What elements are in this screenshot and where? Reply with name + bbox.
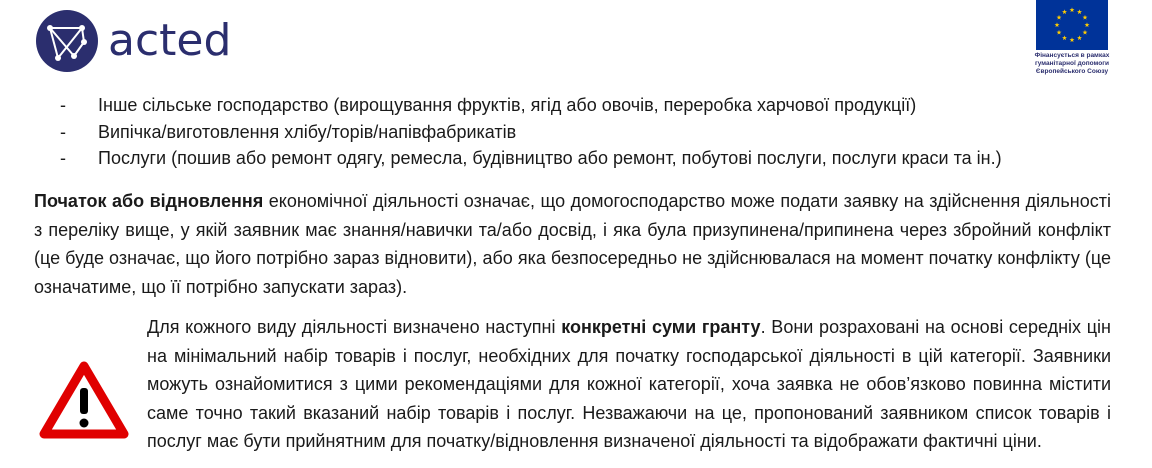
activity-list (60, 92, 1002, 172)
paragraph-text: Для кожного виду діяльності визначено наступні (147, 317, 562, 337)
list-item-text: Інше сільське господарство (вирощування фруктів, ягід або овочів, переробка харчової продукції) (98, 95, 917, 115)
logo-text: acted (108, 15, 232, 66)
eu-caption-line: Європейського Союзу (1035, 68, 1109, 75)
grant-paragraph (147, 313, 1111, 456)
bold-term: конкретні суми гранту (561, 317, 761, 337)
definition-paragraph (34, 187, 1111, 301)
list-item-text: Послуги (пошив або ремонт одягу, ремесла, будівництво або ремонт, побутові послуги, послуги краси та ін.) (98, 148, 1002, 168)
acted-emblem-icon (34, 8, 100, 74)
bold-term: Початок або відновлення (34, 191, 264, 211)
eu-funding-badge (1022, 0, 1122, 76)
paragraph-text: . Вони розраховані на основі середніх цін на мінімальний набір товарів і послуг, необхідних для початку господарської діяльності в цій категорії. Заявники можуть ознайомитися з цими рекомендаціями для кожної категорії, хоча заявка не обов’язково повинна містити саме точно такий вказаний набір товарів і послуг. Незважаючи на це, пропонований заявником список товарів і послуг має бути прийнятним для початку/відновлення визначеної діяльності та відображати фактичні ціни. (147, 317, 1111, 451)
eu-caption-line: Фінансується в рамках (1034, 52, 1110, 59)
eu-caption-line: гуманітарної допомоги (1035, 60, 1109, 67)
eu-flag-icon (1036, 0, 1108, 50)
warning-triangle-icon (38, 360, 130, 445)
acted-logo (34, 8, 231, 74)
list-item (60, 119, 1002, 146)
eu-caption (1022, 52, 1122, 76)
paragraph-text: економічної діяльності означає, що домогосподарство може подати заявку на здійснення діяльності з переліку вище, у якій заявник має знання/навички та/або досвід, і яка була призупинена/припинена через збройний конфлікт (це буде означає, що його потрібно зараз відновити), або яка безпосередньо не здійснювалася на момент початку конфлікту (це означатиме, що її потрібно запускати зараз). (34, 191, 1111, 297)
list-dash: - (60, 121, 66, 142)
list-item (60, 92, 1002, 119)
list-item-text: Випічка/виготовлення хлібу/торів/напівфабрикатів (98, 121, 517, 142)
list-dash: - (60, 95, 66, 115)
list-dash: - (60, 148, 66, 168)
list-item (60, 145, 1002, 172)
